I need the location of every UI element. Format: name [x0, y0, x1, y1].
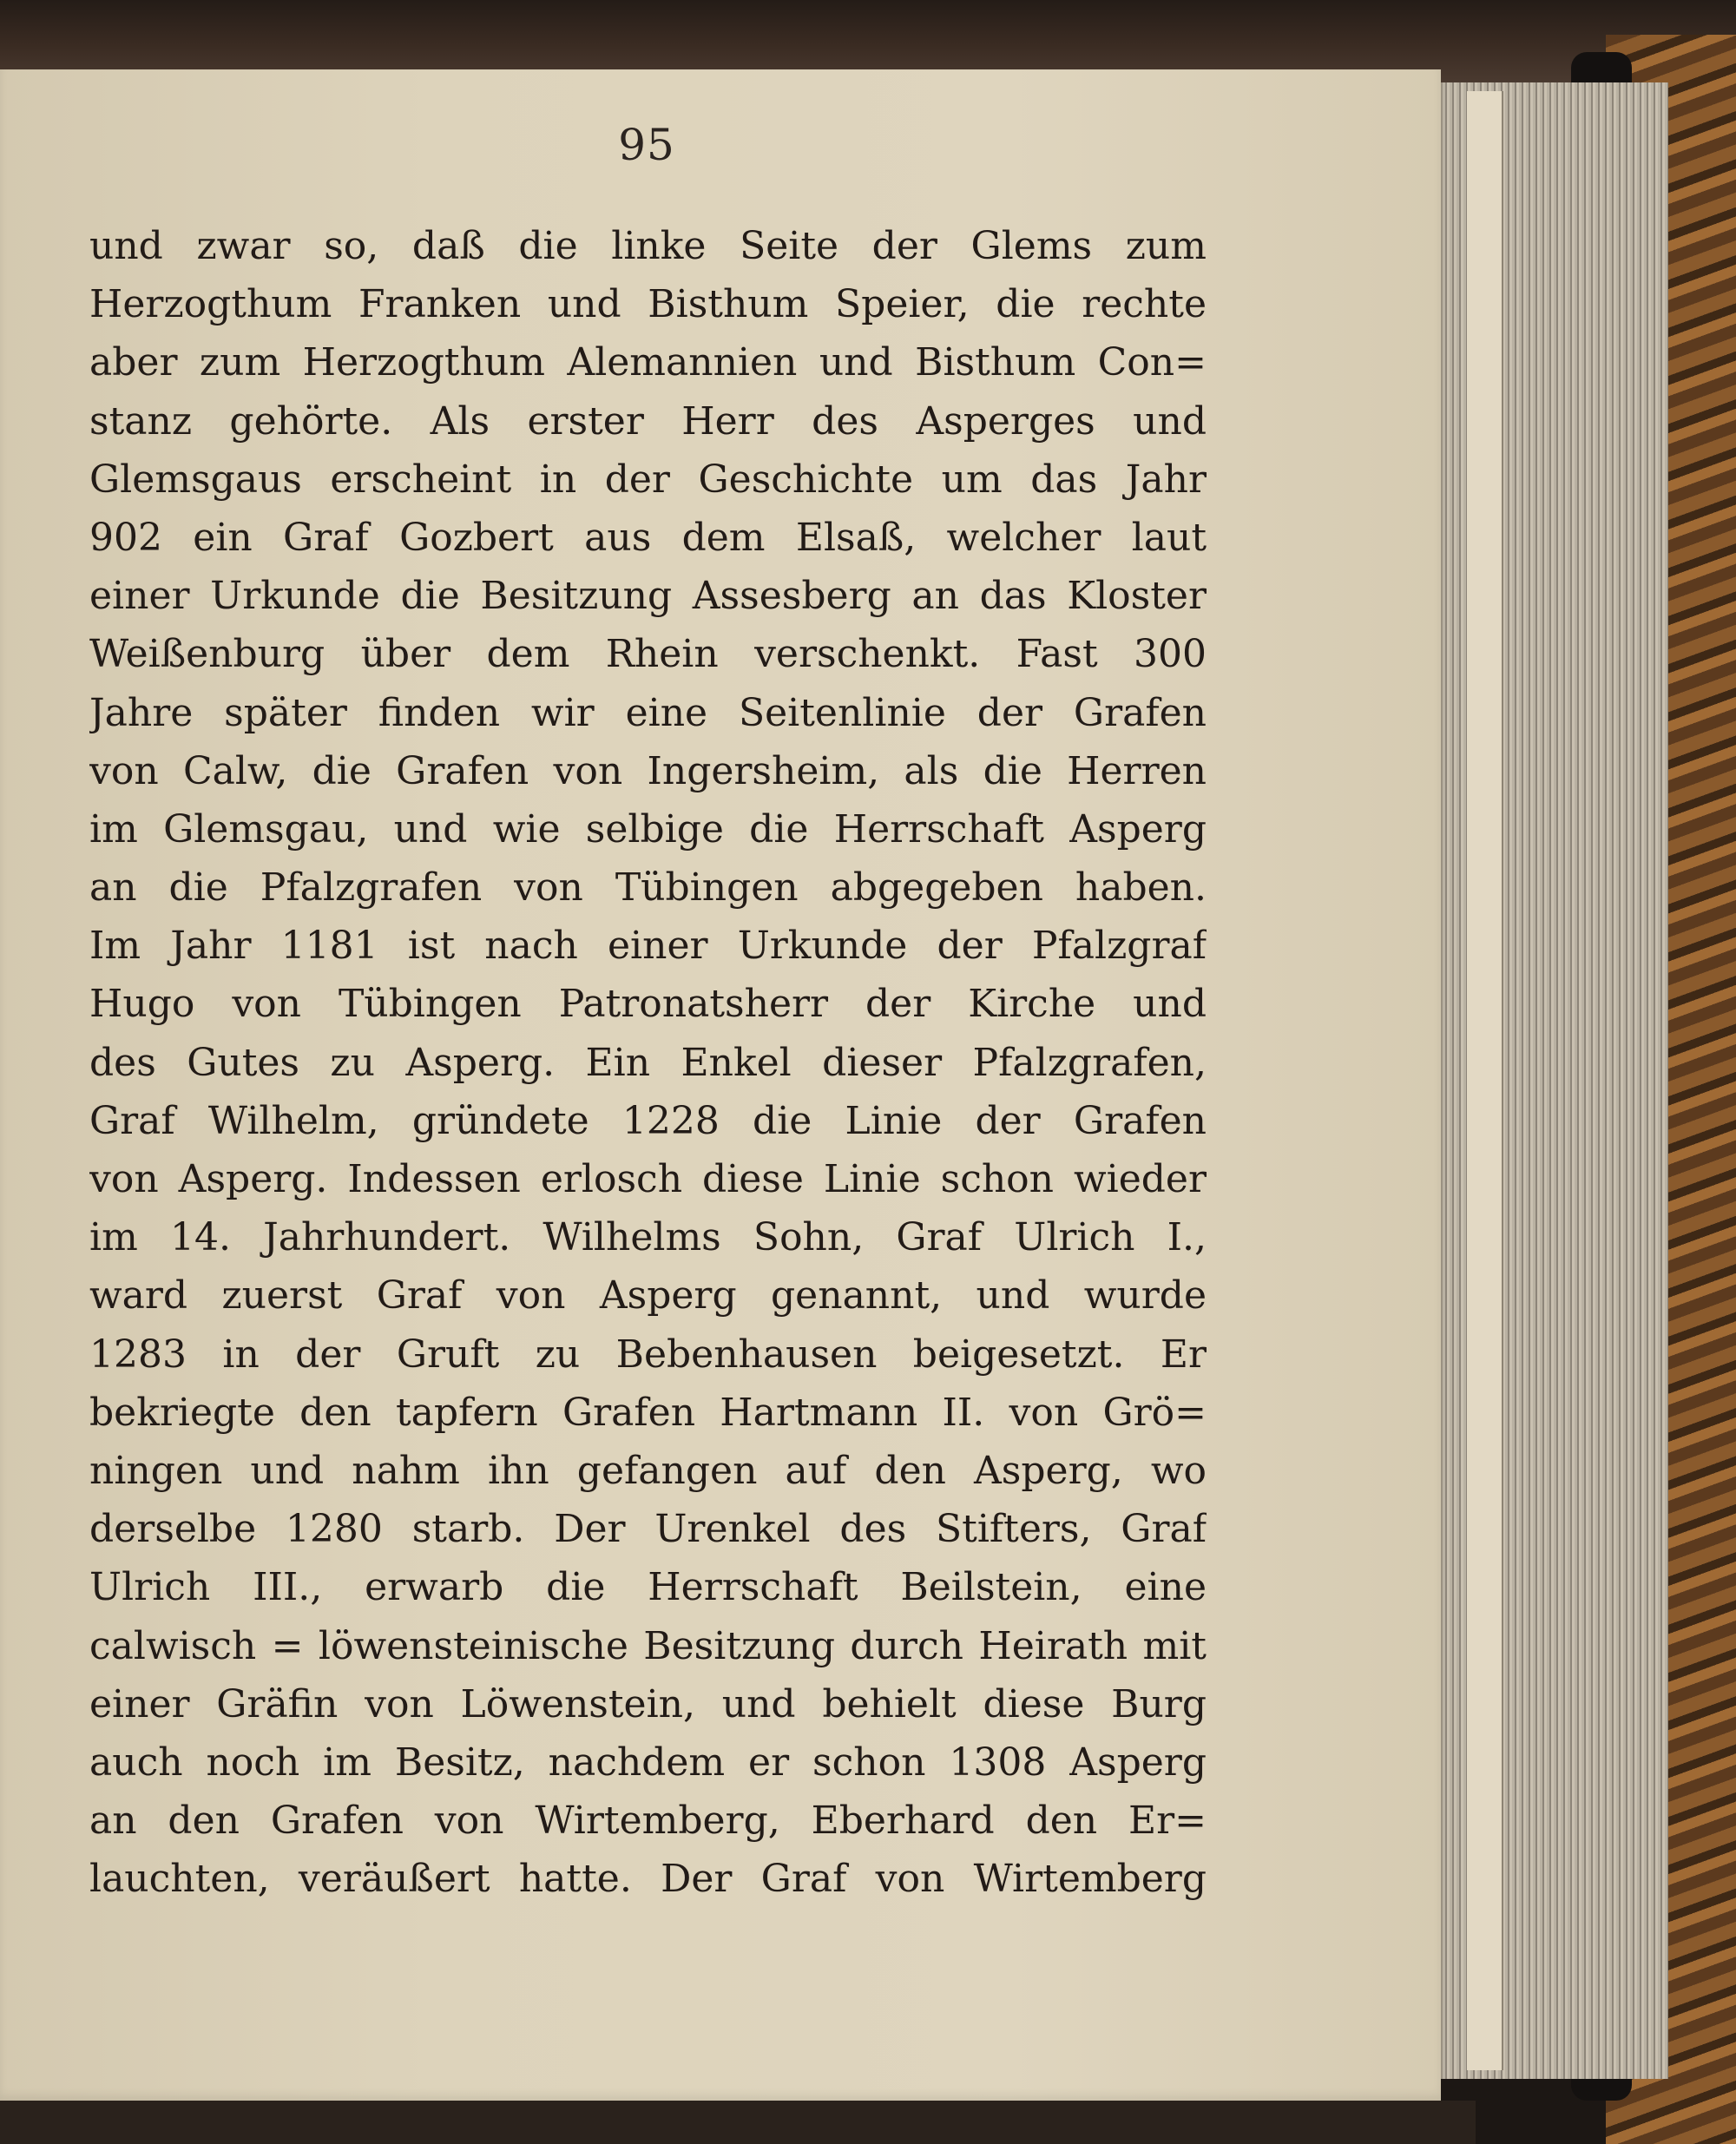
text-line: bekriegte den tapfern Grafen Hartmann II. von Grö= [89, 1390, 1207, 1435]
text-line: an die Pfalzgrafen von Tübingen abgegeben haben. [89, 865, 1207, 911]
text-line: im Glemsgau, und wie selbige die Herrschaft Asperg [89, 806, 1207, 852]
text-line: ward zuerst Graf von Asperg genannt, und wurde [89, 1273, 1207, 1319]
body-text [89, 217, 1207, 1908]
text-line: einer Gräfin von Löwenstein, und behielt diese Burg [89, 1681, 1207, 1726]
text-line: Im Jahr 1181 ist nach einer Urkunde der Pfalzgraf [89, 924, 1207, 969]
page-bottom-shadow [0, 2101, 1476, 2144]
text-line: und zwar so, daß die linke Seite der Glems zum [89, 224, 1207, 268]
text-line: Glemsgaus erscheint in der Geschichte um das Jahr [89, 457, 1207, 502]
text-line: stanz gehörte. Als erster Herr des Asperges und [89, 398, 1207, 444]
text-line: von Calw, die Grafen von Ingersheim, als die Herren [89, 748, 1207, 793]
text-line: Graf Wilhelm, gründete 1228 die Linie der Grafen [89, 1098, 1207, 1143]
book-page [0, 69, 1441, 2101]
page-number: 95 [618, 120, 675, 170]
text-line: Weißenburg über dem Rhein verschenkt. Fast 300 [89, 632, 1207, 677]
text-line: Hugo von Tübingen Patronatsherr der Kirche und [89, 982, 1207, 1027]
text-line: ningen und nahm ihn gefangen auf den Asperg, wo [89, 1448, 1207, 1493]
text-line: 902 ein Graf Gozbert aus dem Elsaß, welcher laut [89, 515, 1207, 560]
text-line: auch noch im Besitz, nachdem er schon 1308 Asperg [89, 1740, 1207, 1785]
text-line: aber zum Herzogthum Alemannien und Bisthum Con= [89, 340, 1207, 385]
text-line: lauchten, veräußert hatte. Der Graf von Wirtemberg [89, 1857, 1207, 1902]
text-line: an den Grafen von Wirtemberg, Eberhard den Er= [89, 1799, 1207, 1844]
text-line: von Asperg. Indessen erlosch diese Linie schon wieder [89, 1157, 1207, 1201]
text-line: Jahre später finden wir eine Seitenlinie der Grafen [89, 690, 1207, 735]
text-line: derselbe 1280 starb. Der Urenkel des Stifters, Graf [89, 1507, 1207, 1552]
text-line: einer Urkunde die Besitzung Assesberg an das Kloster [89, 574, 1207, 619]
text-line: Herzogthum Franken und Bisthum Speier, die rechte [89, 282, 1207, 327]
text-line: im 14. Jahrhundert. Wilhelms Sohn, Graf Ulrich I., [89, 1215, 1207, 1260]
text-line: calwisch = löwensteinische Besitzung durch Heirath mit [89, 1623, 1207, 1668]
text-line: des Gutes zu Asperg. Ein Enkel dieser Pfalzgrafen, [89, 1040, 1207, 1085]
page-edge-inner [1467, 91, 1503, 2070]
text-line: Ulrich III., erwarb die Herrschaft Beilstein, eine [89, 1565, 1207, 1610]
text-line: 1283 in der Gruft zu Bebenhausen beigesetzt. Er [89, 1332, 1207, 1377]
